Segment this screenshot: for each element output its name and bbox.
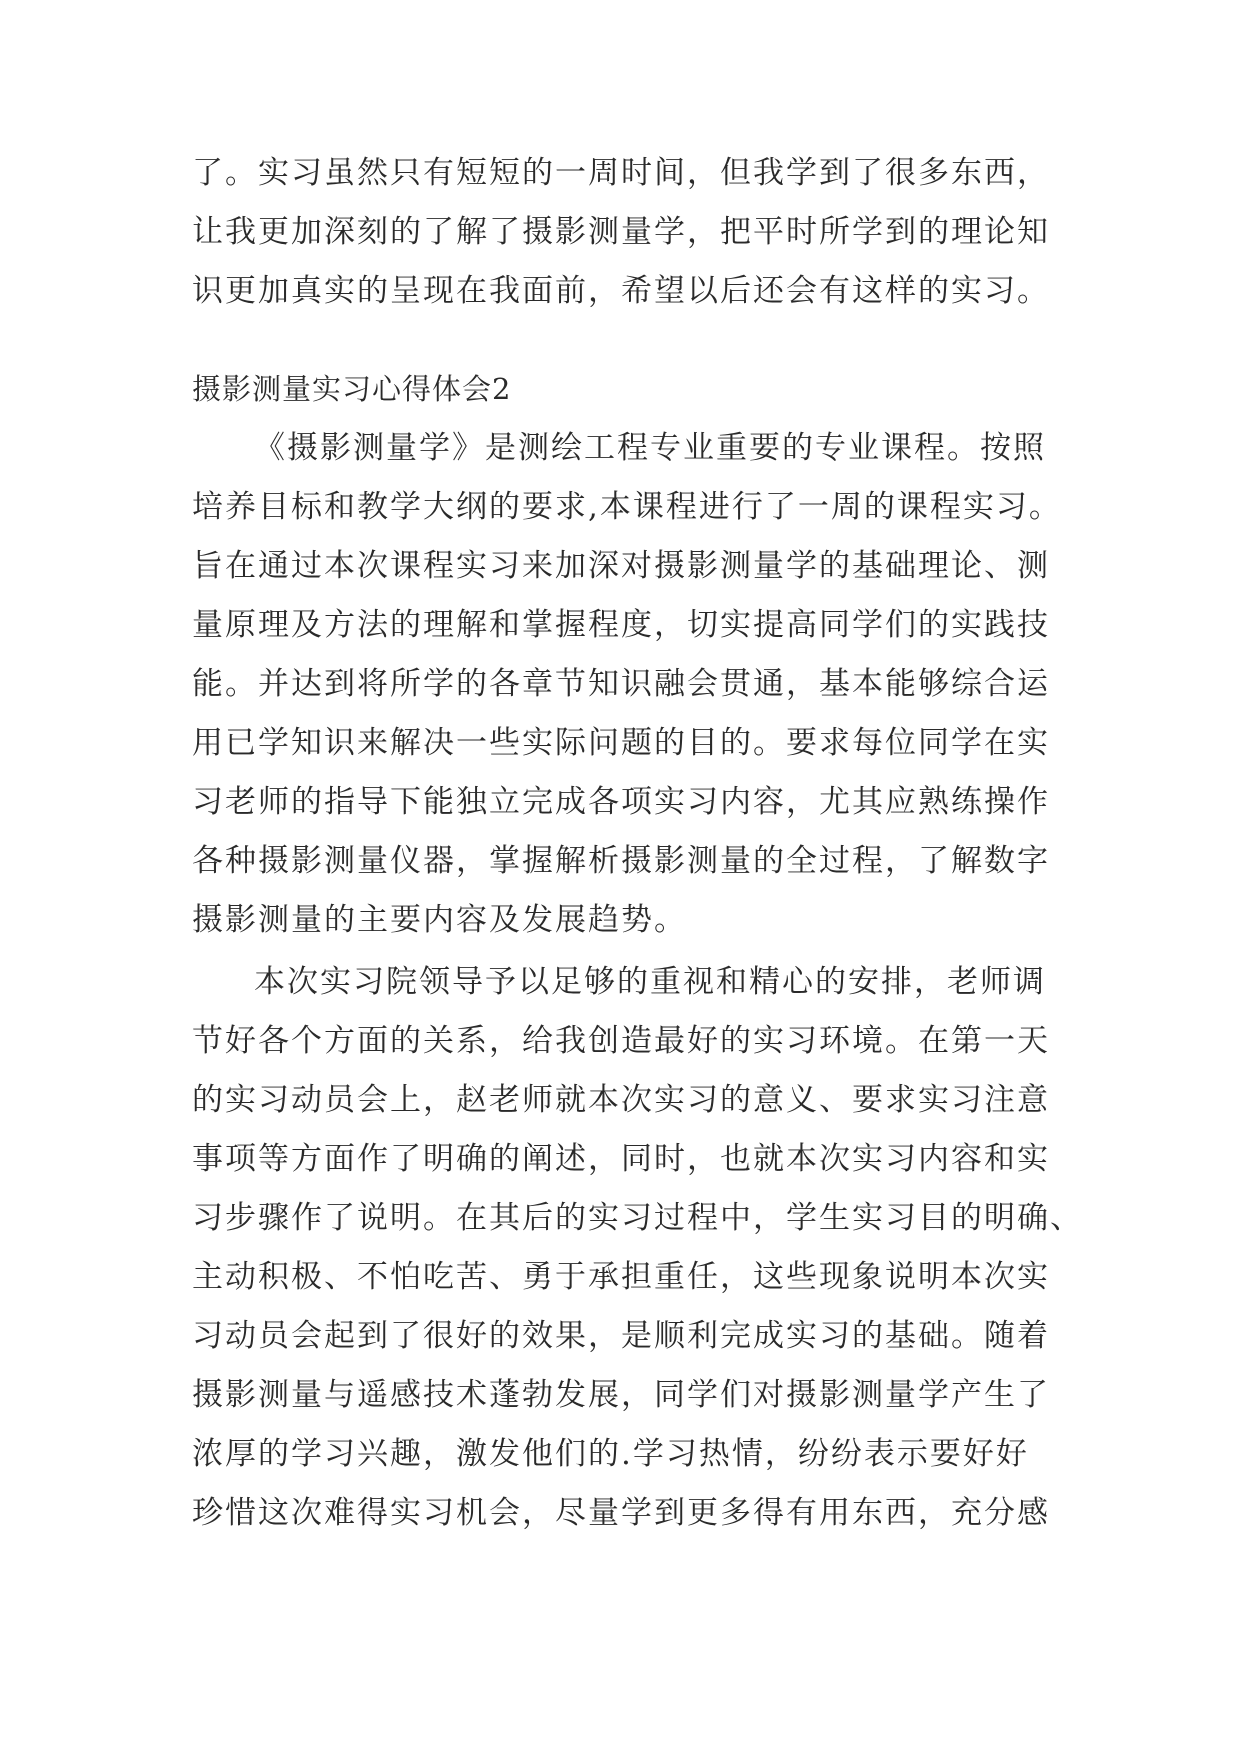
section-heading: 摄影测量实习心得体会2 [192,372,512,406]
paragraph-3-line-4: 事项等方面作了明确的阐述，同时，也就本次实习内容和实 [192,1141,1050,1177]
paragraph-3-line-7: 习动员会起到了很好的效果，是顺利完成实习的基础。随着 [192,1318,1050,1354]
paragraph-2-line-1: 《摄影测量学》是测绘工程专业重要的专业课程。按照 [254,430,1046,466]
paragraph-2-line-8: 各种摄影测量仪器，掌握解析摄影测量的全过程，了解数字 [192,843,1050,879]
paragraph-2-line-2: 培养目标和教学大纲的要求,本课程进行了一周的课程实习。 [192,489,1062,525]
paragraph-2-line-6: 用已学知识来解决一些实际问题的目的。要求每位同学在实 [192,725,1050,761]
paragraph-3-line-8: 摄影测量与遥感技术蓬勃发展，同学们对摄影测量学产生了 [192,1377,1050,1413]
paragraph-3-line-5: 习步骤作了说明。在其后的实习过程中，学生实习目的明确、 [192,1200,1083,1236]
paragraph-2-line-5: 能。并达到将所学的各章节知识融会贯通，基本能够综合运 [192,666,1050,702]
paragraph-3-line-9: 浓厚的学习兴趣，激发他们的.学习热情，纷纷表示要好好 [192,1436,1029,1472]
paragraph-2-line-4: 量原理及方法的理解和掌握程度，切实提高同学们的实践技 [192,607,1050,643]
paragraph-2-line-9: 摄影测量的主要内容及发展趋势。 [192,902,687,938]
paragraph-2-line-3: 旨在通过本次课程实习来加深对摄影测量学的基础理论、测 [192,548,1050,584]
paragraph-1-line-3: 识更加真实的呈现在我面前，希望以后还会有这样的实习。 [192,273,1050,309]
paragraph-3-line-6: 主动积极、不怕吃苦、勇于承担重任，这些现象说明本次实 [192,1259,1050,1295]
paragraph-3-line-10: 珍惜这次难得实习机会，尽量学到更多得有用东西，充分感 [192,1495,1050,1531]
paragraph-3-line-3: 的实习动员会上，赵老师就本次实习的意义、要求实习注意 [192,1082,1050,1118]
paragraph-3-line-1: 本次实习院领导予以足够的重视和精心的安排，老师调 [254,964,1046,1000]
paragraph-2-line-7: 习老师的指导下能独立完成各项实习内容，尤其应熟练操作 [192,784,1050,820]
paragraph-1-line-1: 了。实习虽然只有短短的一周时间，但我学到了很多东西， [192,155,1050,191]
paragraph-1-line-2: 让我更加深刻的了解了摄影测量学，把平时所学到的理论知 [192,214,1050,250]
paragraph-3-line-2: 节好各个方面的关系，给我创造最好的实习环境。在第一天 [192,1023,1050,1059]
